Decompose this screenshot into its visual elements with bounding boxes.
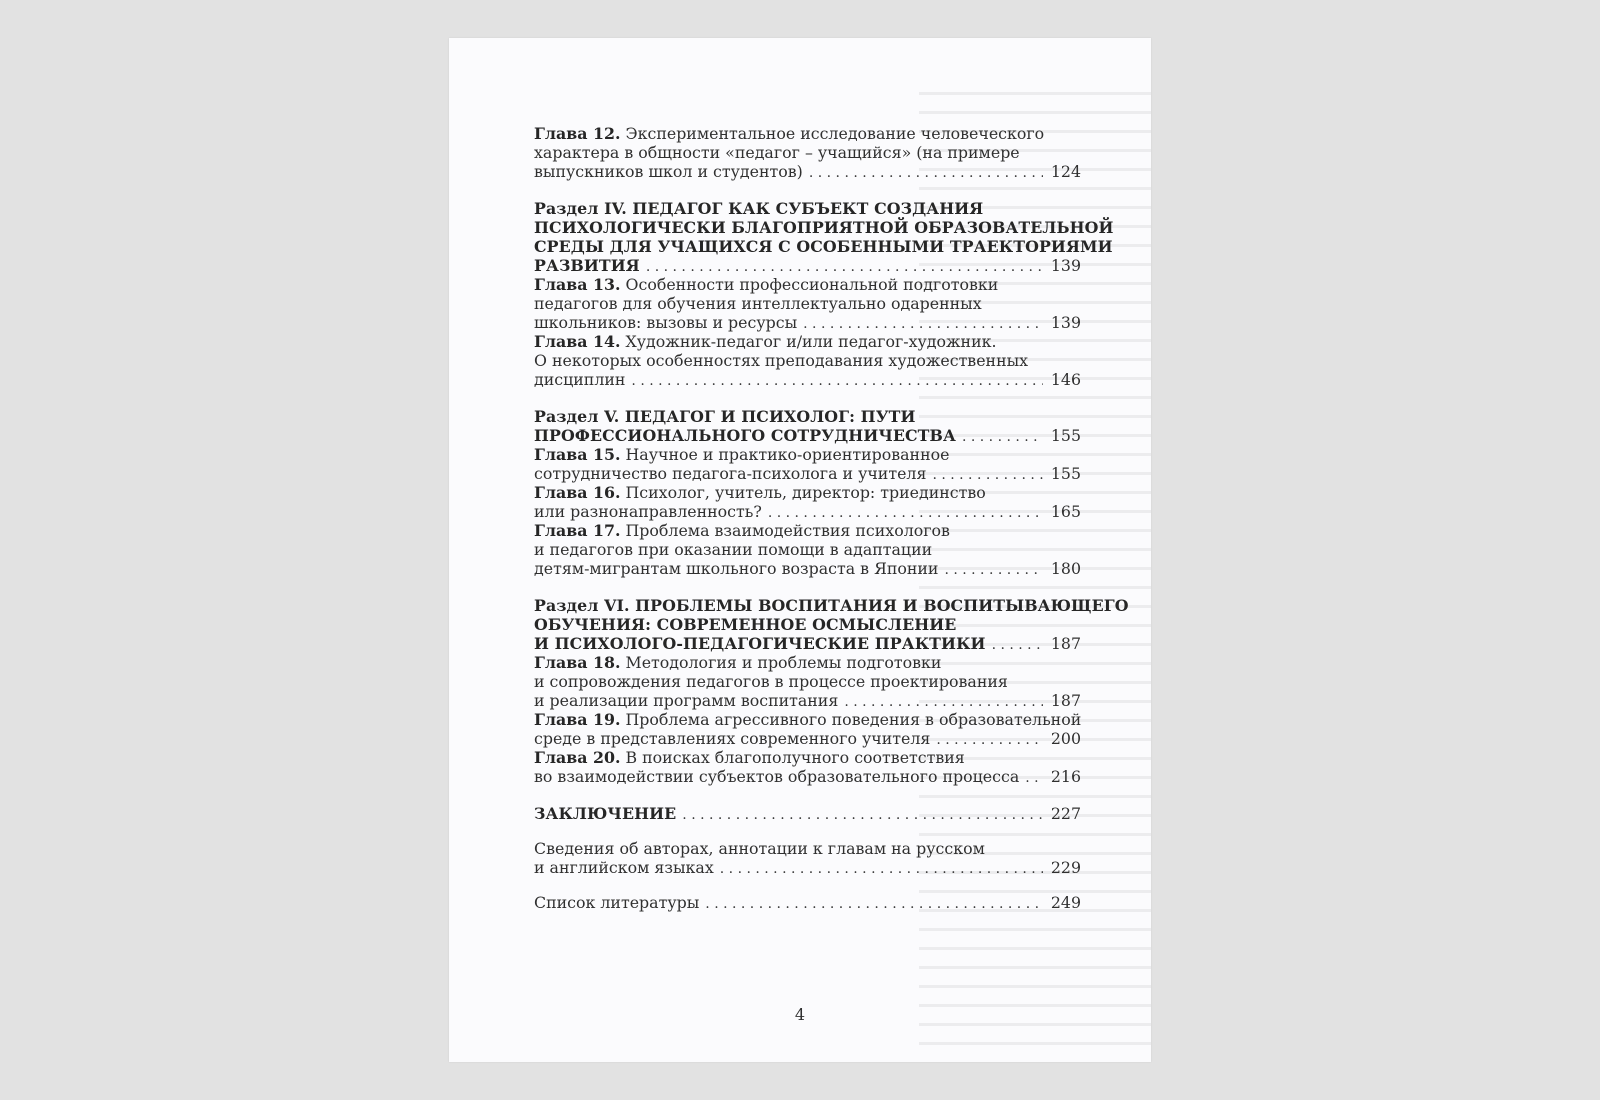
toc-line-text — [534, 199, 983, 218]
toc-line — [534, 483, 1081, 502]
toc-line — [534, 653, 1081, 672]
toc-entry-chapter[interactable] — [534, 275, 1081, 332]
toc-line-content: педагогов для обучения интеллектуально одаренных — [534, 294, 982, 313]
toc-entry-chapter[interactable] — [534, 332, 1081, 389]
toc-line-content: Проблема агрессивного поведения в образовательной — [625, 710, 1082, 729]
page-number: 4 — [794, 1005, 806, 1024]
toc-line — [534, 767, 1081, 786]
toc-line — [534, 615, 1081, 634]
toc-line — [534, 691, 1081, 710]
toc-line-text — [534, 858, 714, 877]
toc-line-content: Методология и проблемы подготовки — [625, 653, 942, 672]
toc-page-number: 155 — [1050, 426, 1081, 445]
toc-line — [534, 426, 1081, 445]
entry-gap — [534, 578, 1081, 596]
toc-entry-chapter[interactable] — [534, 445, 1081, 483]
toc-line-text — [534, 162, 803, 181]
toc-line — [534, 124, 1081, 143]
toc-line-content: Особенности профессиональной подготовки — [625, 275, 999, 294]
toc-line-text — [534, 124, 1044, 143]
toc-line-text — [534, 464, 926, 483]
toc-line — [534, 313, 1081, 332]
toc-page-number: 165 — [1050, 502, 1081, 521]
toc-line-text — [534, 256, 640, 275]
toc-line-text — [534, 483, 986, 502]
toc-line-content: сотрудничество педагога-психолога и учителя — [534, 464, 927, 483]
toc-line — [534, 559, 1081, 578]
toc-line-text — [534, 407, 916, 426]
toc-line-content: И ПСИХОЛОГО-ПЕДАГОГИЧЕСКИЕ ПРАКТИКИ — [534, 634, 986, 653]
toc-line-text — [534, 502, 762, 521]
toc-line-text — [534, 672, 1008, 691]
toc-line-content: выпускников школ и студентов) — [534, 162, 803, 181]
toc-line-text — [534, 710, 1081, 729]
dot-leader — [1025, 769, 1043, 788]
toc-entry-chapter[interactable] — [534, 710, 1081, 748]
toc-line — [534, 407, 1081, 426]
toc-line-content: СРЕДЫ ДЛЯ УЧАЩИХСЯ С ОСОБЕННЫМИ ТРАЕКТОРИЯМИ — [534, 237, 1113, 256]
chapter-label: Глава 20. — [534, 748, 621, 767]
toc-line-text — [534, 445, 949, 464]
toc-line — [534, 634, 1081, 653]
dot-leader — [631, 372, 1042, 391]
toc-line-content: во взаимодействии субъектов образовательного процесса — [534, 767, 1020, 786]
toc-line-text — [534, 143, 1020, 162]
toc-line-text — [534, 218, 1114, 237]
toc-line-text — [534, 653, 941, 672]
toc-line-content: Раздел IV. ПЕДАГОГ КАК СУБЪЕКТ СОЗДАНИЯ — [534, 199, 984, 218]
toc-line-content: и реализации программ воспитания — [534, 691, 839, 710]
toc-page-number: 187 — [1050, 691, 1081, 710]
dot-leader — [720, 860, 1043, 879]
toc-line-content: Проблема взаимодействия психологов — [625, 521, 950, 540]
toc-line-content: Раздел V. ПЕДАГОГ И ПСИХОЛОГ: ПУТИ — [534, 407, 916, 426]
toc-line-content: Список литературы — [534, 893, 700, 912]
toc-line-content: характера в общности «педагог – учащийся» (на примере — [534, 143, 1020, 162]
toc-entry-section[interactable] — [534, 596, 1129, 653]
toc-line-text — [534, 615, 956, 634]
toc-line — [534, 370, 1081, 389]
toc-line — [534, 332, 1081, 351]
toc-line — [534, 729, 1081, 748]
entry-gap — [534, 786, 1081, 804]
chapter-label: Глава 13. — [534, 275, 621, 294]
toc-line-content: О некоторых особенностях преподавания художественных — [534, 351, 1029, 370]
toc-line — [534, 275, 1081, 294]
toc-line-text — [534, 237, 1113, 256]
toc-line-text — [534, 596, 1129, 615]
toc-line-text — [534, 729, 930, 748]
chapter-label: Глава 18. — [534, 653, 621, 672]
toc-line-text — [534, 540, 932, 559]
toc-page-number: 227 — [1050, 804, 1081, 823]
toc-line — [534, 893, 1081, 912]
toc-line-text — [534, 521, 950, 540]
toc-entry-chapter[interactable] — [534, 748, 1081, 786]
toc-line-content: дисциплин — [534, 370, 626, 389]
toc-entry-chapter[interactable] — [534, 483, 1081, 521]
toc-line-text — [534, 313, 797, 332]
toc-line — [534, 804, 1081, 823]
toc-line-content: детям-мигрантам школьного возраста в Японии — [534, 559, 939, 578]
toc-line-text — [534, 370, 625, 389]
toc-line-content: Сведения об авторах, аннотации к главам на русском — [534, 839, 985, 858]
toc-line — [534, 858, 1081, 877]
toc-entry-section[interactable] — [534, 199, 1114, 275]
entry-gap — [534, 181, 1081, 199]
chapter-label: Глава 17. — [534, 521, 621, 540]
toc-entry-section[interactable] — [534, 804, 1081, 823]
toc-line-content: ПРОФЕССИОНАЛЬНОГО СОТРУДНИЧЕСТВА — [534, 426, 956, 445]
toc-page-number: 249 — [1050, 893, 1081, 912]
toc-line-text — [534, 691, 838, 710]
toc-page-number: 139 — [1050, 256, 1081, 275]
toc-line-content: В поисках благополучного соответствия — [625, 748, 965, 767]
toc-entry-section[interactable] — [534, 407, 1081, 445]
toc-line-content: ЗАКЛЮЧЕНИЕ — [534, 804, 677, 823]
toc-entry-chapter[interactable] — [534, 521, 1081, 578]
toc-page-number: 229 — [1050, 858, 1081, 877]
toc-line — [534, 199, 1081, 218]
toc-line-content: ОБУЧЕНИЯ: СОВРЕМЕННОЕ ОСМЫСЛЕНИЕ — [534, 615, 957, 634]
toc-page-number: 180 — [1050, 559, 1081, 578]
toc-line — [534, 143, 1081, 162]
toc-line — [534, 294, 1081, 313]
toc-line — [534, 540, 1081, 559]
toc-line — [534, 351, 1081, 370]
toc-line-content: Научное и практико-ориентированное — [625, 445, 950, 464]
toc-line — [534, 237, 1113, 256]
entry-gap — [534, 823, 1081, 839]
toc-line-text — [534, 634, 986, 653]
toc-line-content: или разнонаправленность? — [534, 502, 762, 521]
toc-line — [534, 748, 1081, 767]
toc-line-text — [534, 294, 982, 313]
toc-page-number: 124 — [1050, 162, 1081, 181]
toc-line-text — [534, 767, 1019, 786]
toc-entry-plain[interactable] — [534, 839, 1081, 877]
toc-line-content: и сопровождения педагогов в процессе проектирования — [534, 672, 1008, 691]
toc-entry-plain[interactable] — [534, 893, 1081, 912]
toc-line — [534, 596, 1129, 615]
toc-line-content: ПСИХОЛОГИЧЕСКИ БЛАГОПРИЯТНОЙ ОБРАЗОВАТЕЛЬНОЙ — [534, 218, 1114, 237]
dot-leader — [944, 561, 1042, 580]
toc-page-number: 155 — [1050, 464, 1081, 483]
chapter-label: Глава 15. — [534, 445, 621, 464]
toc-entry-chapter[interactable] — [534, 653, 1081, 710]
toc-line-content: Экспериментальное исследование человеческого — [625, 124, 1045, 143]
toc-line-text — [534, 804, 676, 823]
dot-leader — [809, 164, 1043, 183]
toc-line-text — [534, 893, 699, 912]
toc-line-content: школьников: вызовы и ресурсы — [534, 313, 798, 332]
toc-line-text — [534, 275, 998, 294]
toc-entry-chapter[interactable] — [534, 124, 1081, 181]
toc-line-text — [534, 332, 997, 351]
dot-leader — [682, 806, 1043, 825]
toc-line-content: Художник-педагог и/или педагог-художник. — [625, 332, 997, 351]
toc-line — [534, 839, 1081, 858]
toc-line-text — [534, 559, 938, 578]
toc-line — [534, 445, 1081, 464]
toc-line-text — [534, 351, 1028, 370]
book-page — [449, 38, 1151, 1062]
toc-page-number: 200 — [1050, 729, 1081, 748]
toc-line-content: среде в представлениях современного учителя — [534, 729, 931, 748]
toc-line-content: Психолог, учитель, директор: триединство — [625, 483, 986, 502]
entry-gap — [534, 877, 1081, 893]
toc-page-number: 146 — [1050, 370, 1081, 389]
toc-page-number: 187 — [1050, 634, 1081, 653]
toc-line — [534, 502, 1081, 521]
toc-line — [534, 162, 1081, 181]
toc-line — [534, 464, 1081, 483]
toc-line-text — [534, 426, 956, 445]
entry-gap — [534, 389, 1081, 407]
chapter-label: Глава 12. — [534, 124, 621, 143]
toc-line-content: РАЗВИТИЯ — [534, 256, 640, 275]
toc-line-content: Раздел VI. ПРОБЛЕМЫ ВОСПИТАНИЯ И ВОСПИТЫВАЮЩЕГО — [534, 596, 1129, 615]
toc-line-text — [534, 839, 985, 858]
toc-line — [534, 710, 1081, 729]
dot-leader — [705, 895, 1043, 914]
toc-line — [534, 256, 1081, 275]
table-of-contents — [534, 124, 1129, 912]
chapter-label: Глава 19. — [534, 710, 621, 729]
chapter-label: Глава 14. — [534, 332, 621, 351]
toc-page-number: 139 — [1050, 313, 1081, 332]
toc-line-text — [534, 748, 965, 767]
toc-page-number: 216 — [1050, 767, 1081, 786]
toc-line — [534, 521, 1081, 540]
toc-line — [534, 672, 1081, 691]
toc-line-content: и английском языках — [534, 858, 714, 877]
chapter-label: Глава 16. — [534, 483, 621, 502]
toc-line — [534, 218, 1114, 237]
toc-line-content: и педагогов при оказании помощи в адаптации — [534, 540, 933, 559]
